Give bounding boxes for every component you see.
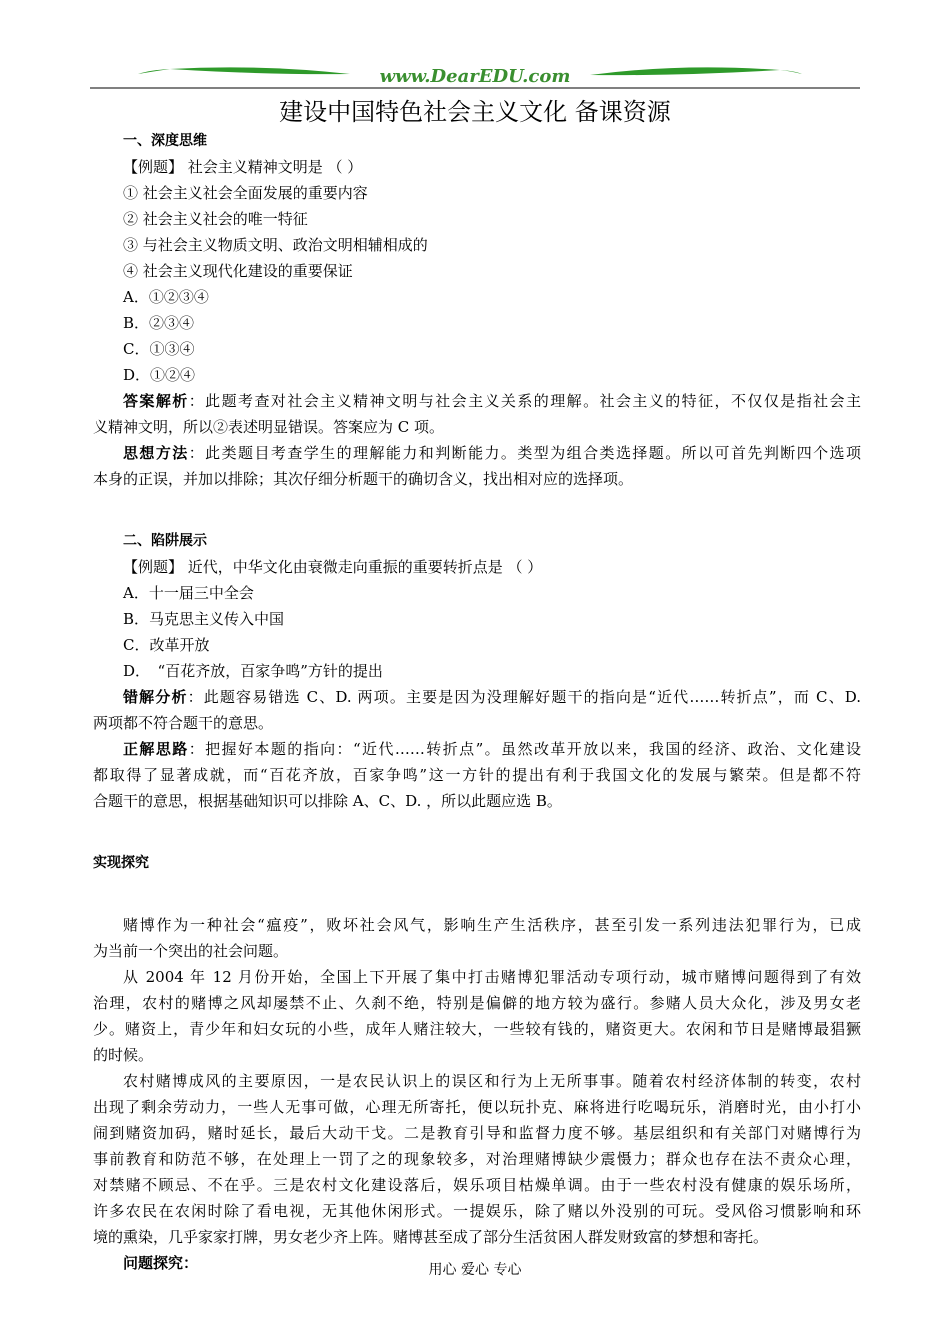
statement-1: ① 社会主义社会全面发展的重要内容 [123, 184, 368, 202]
banner-leaf-right [590, 67, 780, 75]
answer-label: 答案解析 [123, 392, 189, 410]
section2-heading: 二、陷阱展示 [123, 533, 207, 549]
site-banner [90, 60, 860, 94]
option-a: A．十一届三中全会 [123, 584, 254, 602]
statement-2: ② 社会主义社会的唯一特征 [123, 210, 308, 228]
option-a: A．①②③④ [123, 288, 209, 306]
question-explore-label: 问题探究： [123, 1254, 199, 1272]
site-url: www.DearEDU.com [379, 66, 571, 87]
paragraph-1: 赌博作为一种社会“瘟疫”，败坏社会风气，影响生产生活秩序，甚至引发一系列违法犯罪行为，已成 为当前一个突出的社会问题。 [93, 916, 861, 960]
answer-analysis: 答案解析：此题考查对社会主义精神文明与社会主义关系的理解。社会主义的特征，不仅仅是指社会主 义精神文明，所以②表述明显错误。答案应为 C 项。 [93, 392, 861, 436]
section2-question: 【例题】 近代，中华文化由衰微走向重振的重要转折点是 （ ） [123, 558, 543, 576]
thinking-method: 思想方法：此类题目考查学生的理解能力和判断能力。类型为组合类选择题。所以可首先判断四个选项 本身的正误，并加以排除；其次仔细分析题干的确切含义，找出相对应的选择项。 [93, 444, 861, 488]
right-approach: 正解思路：把握好本题的指向：“近代……转折点”。虽然改革开放以来，我国的经济、政治、文化建设 都取得了显著成就，而“百花齐放，百家争鸣”这一方针的提出有利于我国文化的发展与繁荣。但是都不符 合题干的意思，根据基础知识可以排除 A、C、D. ，所以此题应选 B。 [93, 740, 861, 810]
option-d: D．①②④ [123, 366, 196, 384]
wrong-analysis: 错解分析：此题容易错选 C、D. 两项。主要是因为没理解好题干的指向是“近代……转折点”，而 C、D. 两项都不符合题干的意思。 [93, 688, 861, 732]
paragraph-3: 农村赌博成风的主要原因，一是农民认识上的误区和行为上无所事事。随着农村经济体制的转变，农村 出现了剩余劳动力，一些人无事可做，心理无所寄托，便以玩扑克、麻将进行吃喝玩乐，消磨时光，由小打小 闹到赌资加码，赌时延长，最后大动干戈。二是教育引导和监督力度不够。基层组织和有关部门对赌博行为 事前教育和防范不够，在处理上一罚了之的现象较多，对治理赌博缺少震慑力；群众也存在法不责众心理， 对禁赌不顾忌、不在乎。三是农村文化建设落后，娱乐项目枯燥单调。由于一些农村没有健康的娱乐场所， 许多农民在农闲时除了看电视，无其他休闲形式。一提娱乐，除了赌以外没别的可玩。受风俗习惯影响和环 境的熏染，几乎家家打牌，男女老少齐上阵。赌博甚至成了部分生活贫困人群发财致富的梦想和寄托。 [93, 1072, 861, 1246]
paragraph-2: 从 2004 年 12 月份开始，全国上下开展了集中打击赌博犯罪活动专项行动，城市赌博问题得到了有效 治理，农村的赌博之风却屡禁不止、久刹不绝，特别是偏僻的地方较为盛行。参赌人员大众化，涉及男女老 少。赌资上，青少年和妇女玩的小些，成年人赌注较大，一些较有钱的，赌资更大。农闲和节日是赌博最猖獗 的时候。 [93, 968, 861, 1064]
banner-leaf-left [170, 67, 350, 74]
statement-3: ③ 与社会主义物质文明、政治文明相辅相成的 [123, 236, 428, 254]
method-label: 思想方法 [123, 444, 189, 462]
right-label: 正解思路 [123, 740, 189, 758]
document-body [93, 128, 861, 1276]
page-footer: 用心 爱心 专心 [428, 1262, 522, 1278]
section1-heading: 一、深度思维 [123, 133, 207, 149]
page-title: 建设中国特色社会主义文化 备课资源 [279, 98, 671, 126]
option-b: B．马克思主义传入中国 [123, 610, 285, 628]
section1-question: 【例题】 社会主义精神文明是 （ ） [123, 158, 363, 176]
option-d: D． “百花齐放，百家争鸣”方针的提出 [123, 662, 383, 680]
option-b: B．②③④ [123, 314, 195, 332]
wrong-label: 错解分析 [123, 688, 188, 706]
section3-heading: 实现探究 [93, 855, 149, 871]
option-c: C．改革开放 [123, 636, 210, 654]
option-c: C．①③④ [123, 340, 195, 358]
statement-4: ④ 社会主义现代化建设的重要保证 [123, 262, 353, 280]
